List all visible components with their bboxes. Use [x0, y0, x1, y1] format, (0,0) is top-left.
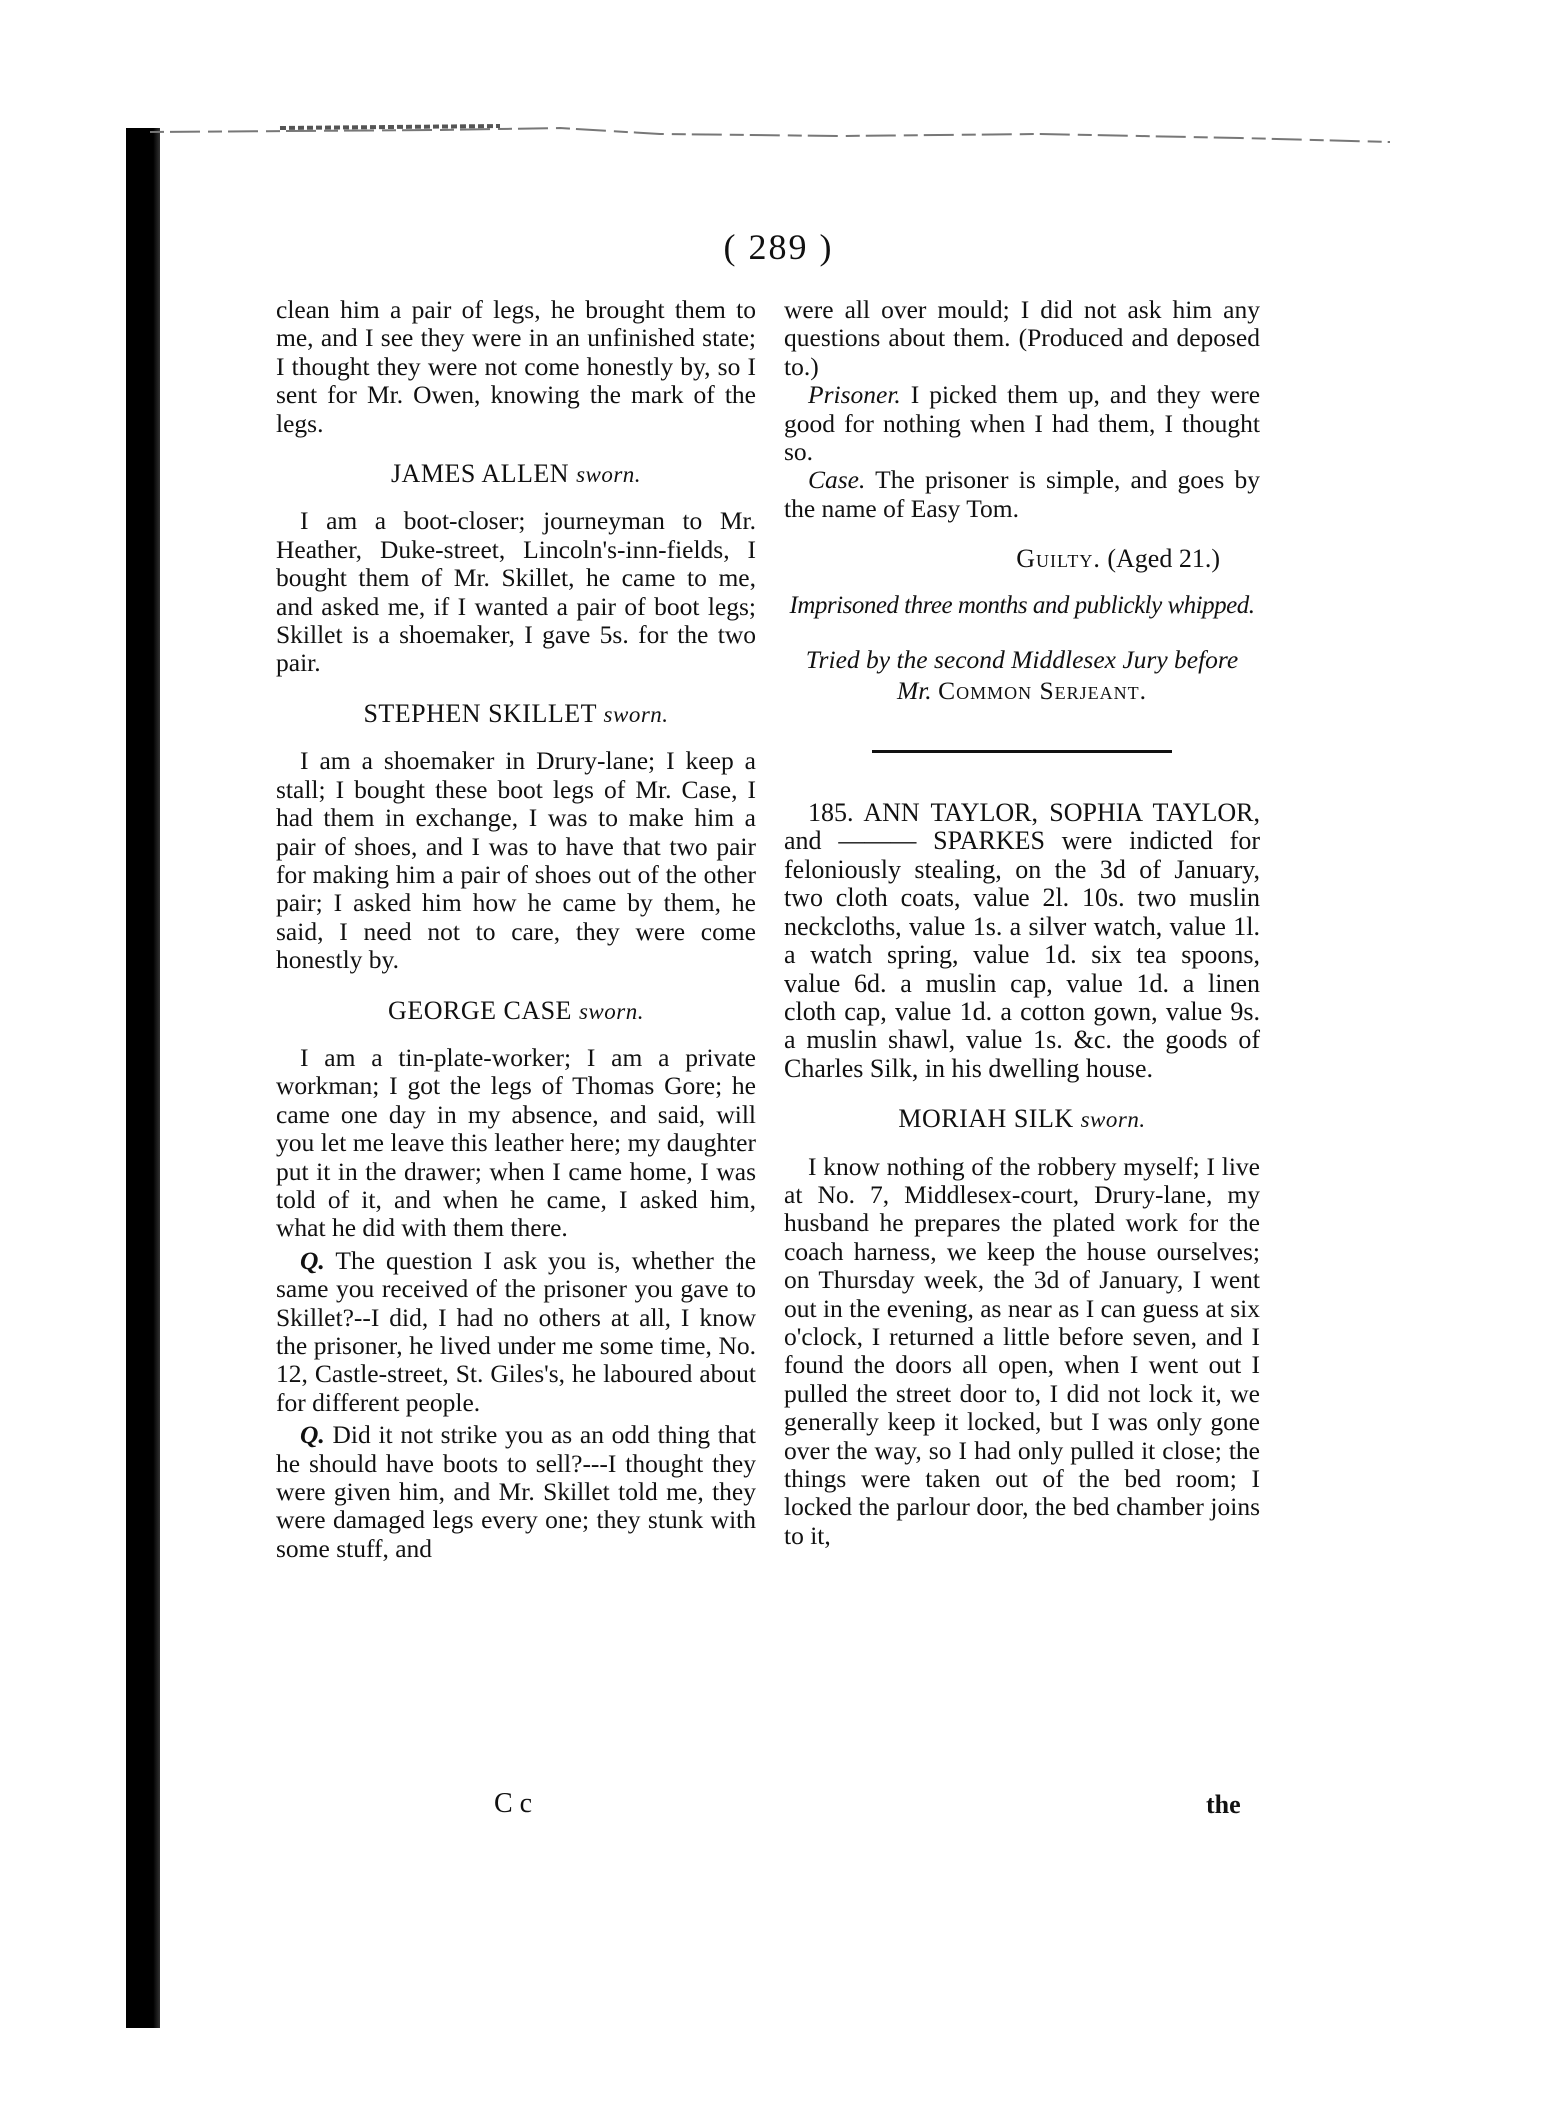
- section-divider: [872, 750, 1172, 753]
- catchword: the: [1206, 1790, 1241, 1819]
- question-mark: Q.: [300, 1245, 325, 1275]
- verdict-age: (Aged 21.): [1107, 544, 1220, 574]
- paragraph-text: I picked them up, and they were good for nothing when I had them, I thought so.: [784, 380, 1261, 467]
- right-column: [784, 296, 1260, 1550]
- tried-title: Mr.: [896, 676, 932, 706]
- paragraph-text: The prisoner is simple, and goes by the name of Easy Tom.: [784, 465, 1260, 523]
- paragraph: I am a shoemaker in Drury-lane; I keep a stall; I bought these boot legs of Mr. Case, I had them in exchange, I was to make him a pair of shoes, and I was to have that two pair for making him a pair of shoes out of the other pair; I asked him how he came by them, he said, I need not to care, they were come honestly by.: [276, 746, 756, 975]
- tried-line: Tried by the second Middlesex Jury before: [805, 645, 1239, 675]
- prisoner-statement: [784, 381, 1260, 466]
- question-paragraph: [276, 1247, 756, 1417]
- witness-heading: [276, 997, 756, 1026]
- paragraph-text: Did it not strike you as an odd thing that he should have boots to sell?---I thought they were given him, and Mr. Skillet told me, they were damaged legs every one; they stunk with some stuff, and: [276, 1420, 757, 1563]
- verdict: [784, 545, 1220, 573]
- witness-name: STEPHEN SKILLET: [363, 698, 597, 728]
- sworn-label: sworn.: [1080, 1107, 1146, 1133]
- case-text: were indicted for feloniously stealing, on the 3d of January, two cloth coats, value 2l. 10s. two muslin neckcloths, value 1s. a silver watch, value 1l. a watch spring, value 1d. six tea spoons, value 6d. a muslin cap, value 1d. a linen cloth cap, value 1d. a cotton gown, value 9s. a muslin shawl, value 1s. &c. the goods of Charles Silk, in his dwelling house.: [784, 826, 1261, 1083]
- tried-note: [784, 644, 1260, 706]
- left-column: [276, 296, 756, 1563]
- paragraph: I am a tin-plate-worker; I am a private workman; I got the legs of Thomas Gore; he came one day in my absence, and said, will you let me leave this leather here; my daughter put it in the drawer; when I came home, I was told of it, and when he came, I asked him, what he did with them there.: [276, 1042, 756, 1243]
- speaker-label: Case.: [808, 465, 866, 495]
- sentence: Imprisoned three months and publickly whipped.: [789, 591, 1255, 619]
- witness-name: JAMES ALLEN: [390, 459, 570, 489]
- verdict-label: Guilty.: [1016, 544, 1101, 574]
- binding-shadow: [126, 128, 160, 2028]
- witness-name: GEORGE CASE: [388, 995, 572, 1025]
- signature-mark: C c: [494, 1788, 533, 1819]
- tried-officer: Common Serjeant.: [938, 676, 1148, 706]
- paragraph: I am a boot-closer; journeyman to Mr. Heather, Duke-street, Lincoln's-inn-fields, I bought them of Mr. Skillet, he came to me, and asked me, if I wanted a pair of boot legs; Skillet is a shoemaker, I gave 5s. for the two pair.: [276, 506, 756, 678]
- question-mark: Q.: [300, 1420, 325, 1450]
- witness-heading: [276, 700, 756, 729]
- paragraph: clean him a pair of legs, he brought them to me, and I see they were in an unfinished state; I thought they were not come honestly by, so I sent for Mr. Owen, knowing the mark of the legs.: [276, 295, 756, 438]
- case-statement: [784, 466, 1260, 523]
- question-paragraph: [276, 1421, 756, 1563]
- case-names: ANN TAYLOR, SOPHIA TAYLOR, and ——— SPARKES: [784, 798, 1260, 856]
- paragraph-text: The question I ask you is, whether the same you received of the prisoner you gave to Skillet?--I did, I had no others at all, I know the prisoner, he lived under me some time, No. 12, Castle-street, St. Giles's, he laboured about for different people.: [276, 1245, 757, 1417]
- sworn-label: sworn.: [578, 998, 644, 1024]
- witness-heading: [276, 460, 756, 489]
- case-header: [784, 799, 1260, 1083]
- paragraph: I know nothing of the robbery myself; I live at No. 7, Middlesex-court, Drury-lane, my husband he prepares the plated work for the coach harness, we keep the house ourselves; on Thursday week, the 3d of January, I went out in the evening, as near as I can guess at six o'clock, I returned a little before seven, and I found the doors all open, when I went out I pulled the street door to, I did not lock it, we generally keep it locked, but I was only gone over the way, so I had only pulled it close; the things were taken out of the bed room; I locked the parlour door, the bed chamber joins to it,: [784, 1151, 1260, 1550]
- sworn-label: sworn.: [576, 462, 642, 488]
- paragraph: were all over mould; I did not ask him any questions about them. (Produced and deposed to.): [784, 295, 1260, 381]
- case-number: 185.: [808, 798, 854, 828]
- sworn-label: sworn.: [603, 701, 669, 727]
- witness-heading: [784, 1105, 1260, 1134]
- top-edge-smudge: [140, 118, 1400, 148]
- page-number: ( 289 ): [723, 227, 834, 267]
- witness-name: MORIAH SILK: [898, 1104, 1074, 1134]
- tried-line: [784, 675, 1260, 706]
- speaker-label: Prisoner.: [808, 380, 901, 410]
